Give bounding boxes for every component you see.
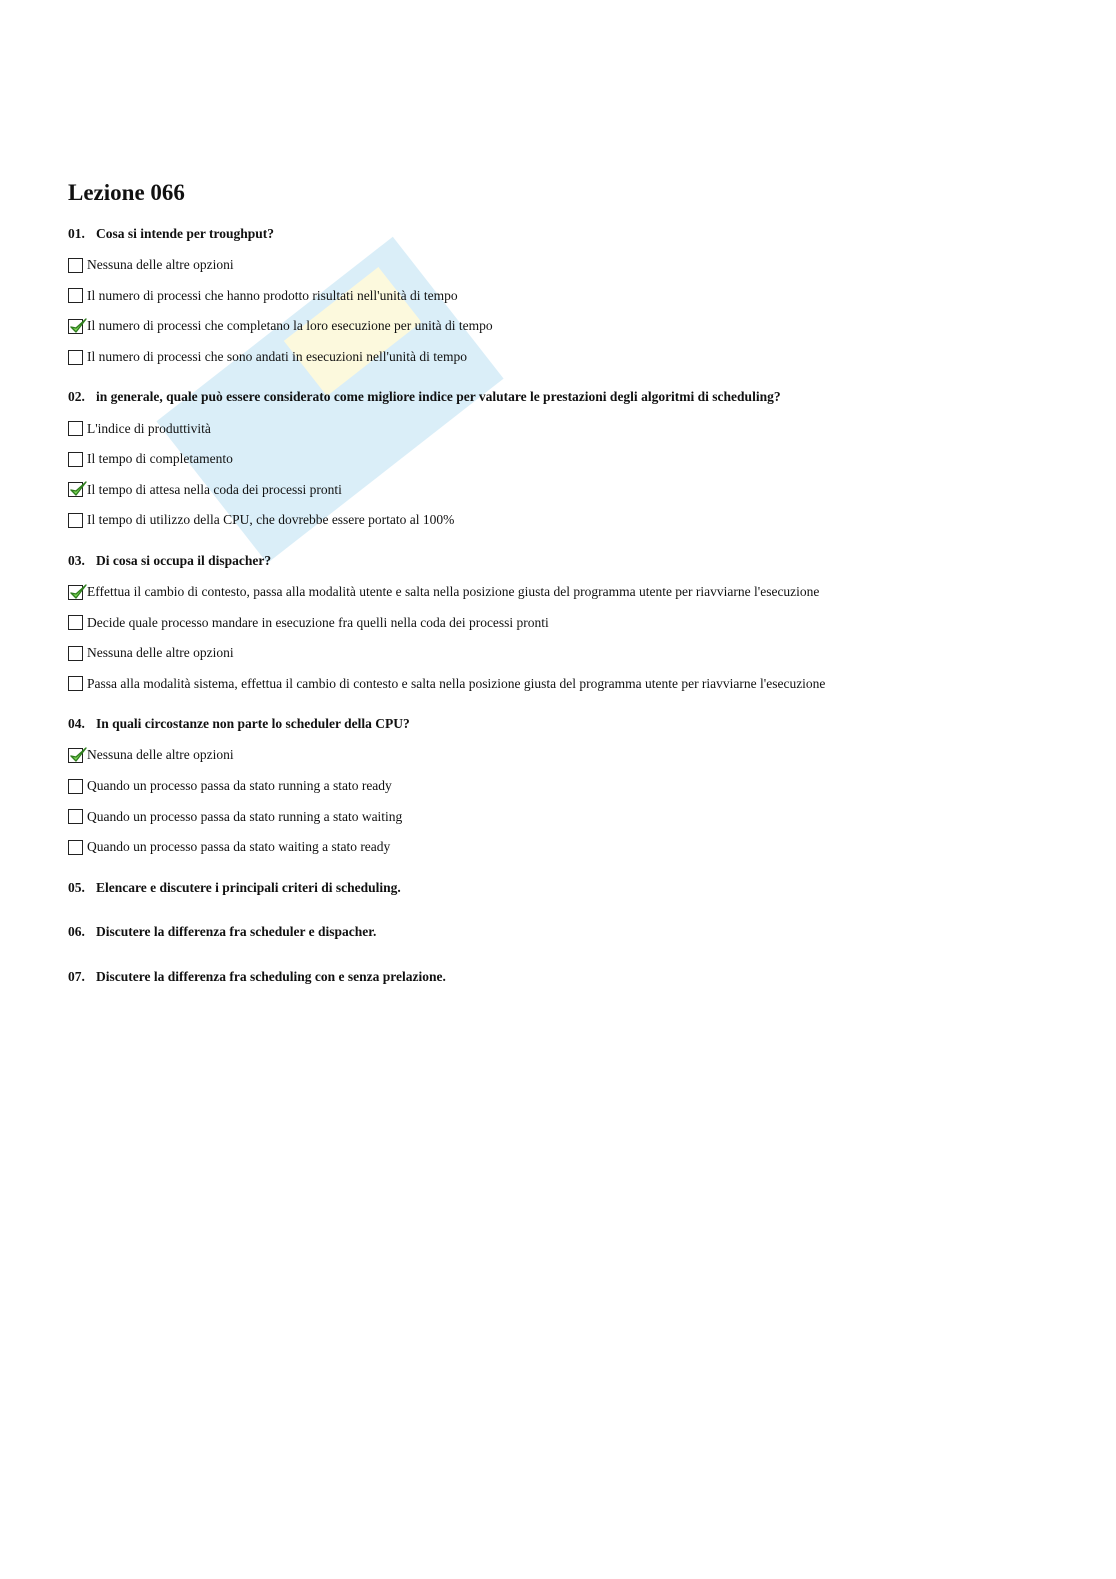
checkbox[interactable] <box>68 809 83 824</box>
answer-option[interactable] <box>68 638 1048 669</box>
checkbox[interactable] <box>68 513 83 528</box>
question-list <box>68 225 1048 863</box>
question-3 <box>68 552 1048 699</box>
checkbox[interactable] <box>68 779 83 794</box>
answer-option[interactable] <box>68 413 1048 444</box>
answer-option[interactable] <box>68 250 1048 281</box>
option-label: Nessuna delle altre opzioni <box>87 257 234 273</box>
question-1 <box>68 225 1048 372</box>
question-number: 06. <box>68 924 85 939</box>
checkmark-icon <box>68 316 88 336</box>
answer-option[interactable] <box>68 669 1048 700</box>
question-text: Discutere la differenza fra scheduler e dispacher. <box>96 924 377 939</box>
option-label: Passa alla modalità sistema, effettua il cambio di contesto e salta nella posizione giusta del programma utente per riavviarne l'esecuzione <box>87 675 826 691</box>
option-label: Il numero di processi che completano la loro esecuzione per unità di tempo <box>87 318 493 334</box>
open-question-7 <box>68 968 1048 986</box>
option-label: Il tempo di completamento <box>87 451 233 467</box>
checkmark-icon <box>68 479 88 499</box>
checked-checkbox[interactable] <box>68 482 83 497</box>
answer-option[interactable] <box>68 505 1048 536</box>
question-4 <box>68 715 1048 862</box>
answer-option[interactable] <box>68 577 1048 608</box>
question-heading <box>68 225 1048 243</box>
option-label: Nessuna delle altre opzioni <box>87 645 234 661</box>
open-question-list <box>68 879 1048 986</box>
checkbox[interactable] <box>68 350 83 365</box>
answer-option[interactable] <box>68 342 1048 373</box>
answer-option[interactable] <box>68 607 1048 638</box>
checkbox[interactable] <box>68 646 83 661</box>
document-body <box>68 178 1048 1012</box>
checkbox[interactable] <box>68 840 83 855</box>
answer-option[interactable] <box>68 832 1048 863</box>
checkbox[interactable] <box>68 288 83 303</box>
checkbox[interactable] <box>68 421 83 436</box>
checkbox[interactable] <box>68 452 83 467</box>
checkbox[interactable] <box>68 615 83 630</box>
page-title: Lezione 066 <box>68 180 185 205</box>
question-heading <box>68 552 1048 570</box>
checked-checkbox[interactable] <box>68 748 83 763</box>
option-label: Quando un processo passa da stato waiting a stato ready <box>87 839 391 855</box>
question-text: Elencare e discutere i principali criteri di scheduling. <box>96 879 401 895</box>
option-label: Effettua il cambio di contesto, passa alla modalità utente e salta nella posizione giusta del programma utente per riavviarne l'esecuzione <box>87 584 820 600</box>
checked-checkbox[interactable] <box>68 319 83 334</box>
question-text: Cosa si intende per troughput? <box>96 226 275 241</box>
answer-option[interactable] <box>68 444 1048 475</box>
question-heading <box>68 388 1048 406</box>
checkbox[interactable] <box>68 258 83 273</box>
open-question-5 <box>68 879 1048 897</box>
checkmark-icon <box>68 582 88 602</box>
answer-option[interactable] <box>68 740 1048 771</box>
question-number: 02. <box>68 389 85 405</box>
question-number: 05. <box>68 879 85 895</box>
question-text: In quali circostanze non parte lo scheduler della CPU? <box>96 716 410 732</box>
question-number: 04. <box>68 716 85 732</box>
question-2 <box>68 388 1048 535</box>
checkmark-icon <box>68 745 88 765</box>
question-text: Di cosa si occupa il dispacher? <box>96 552 272 568</box>
option-label: Quando un processo passa da stato running a stato ready <box>87 778 392 794</box>
question-text: Discutere la differenza fra scheduling con e senza prelazione. <box>96 968 446 984</box>
answer-option[interactable] <box>68 311 1048 342</box>
option-label: Quando un processo passa da stato running a stato waiting <box>87 808 403 824</box>
question-heading <box>68 715 1048 733</box>
answer-option[interactable] <box>68 281 1048 312</box>
open-question-6 <box>68 923 1048 941</box>
option-label: Nessuna delle altre opzioni <box>87 747 234 763</box>
option-label: Il numero di processi che hanno prodotto risultati nell'unità di tempo <box>87 287 458 303</box>
checked-checkbox[interactable] <box>68 585 83 600</box>
option-label: Il tempo di attesa nella coda dei processi pronti <box>87 481 342 497</box>
question-text: in generale, quale può essere considerato come migliore indice per valutare le prestazioni degli algoritmi di scheduling? <box>96 389 781 405</box>
option-label: Il tempo di utilizzo della CPU, che dovrebbe essere portato al 100% <box>87 512 455 528</box>
question-number: 07. <box>68 968 85 984</box>
option-label: Il numero di processi che sono andati in esecuzioni nell'unità di tempo <box>87 349 467 365</box>
answer-option[interactable] <box>68 801 1048 832</box>
answer-option[interactable] <box>68 771 1048 802</box>
answer-option[interactable] <box>68 475 1048 506</box>
question-number: 01. <box>68 226 85 241</box>
option-label: Decide quale processo mandare in esecuzione fra quelli nella coda dei processi pronti <box>87 614 549 630</box>
checkbox[interactable] <box>68 676 83 691</box>
question-number: 03. <box>68 552 85 568</box>
option-label: L'indice di produttività <box>87 420 211 436</box>
